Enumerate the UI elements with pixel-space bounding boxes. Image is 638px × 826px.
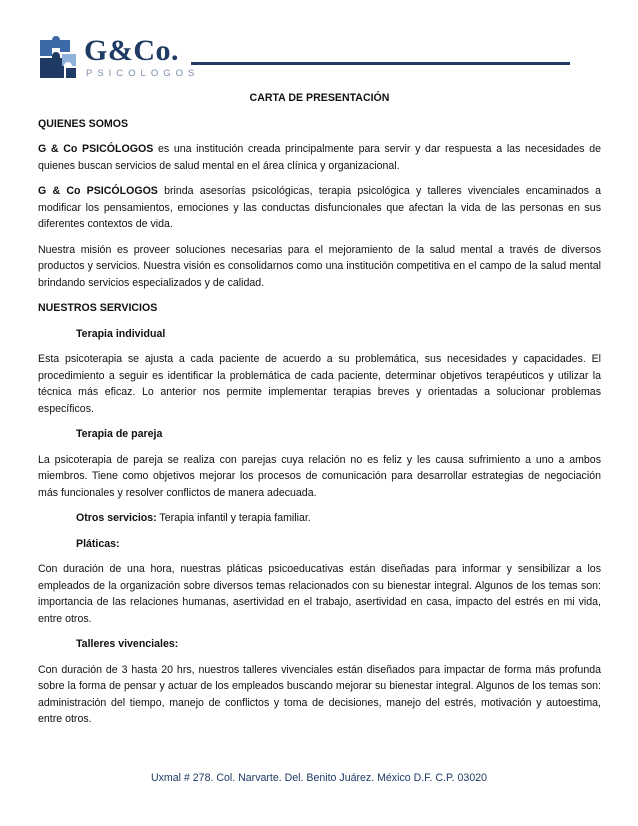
- service-otros: [76, 510, 601, 527]
- company-name-bold: G & Co PSICÓLOGOS: [38, 143, 154, 155]
- paragraph-services-summary: [38, 183, 601, 233]
- service-text-platicas: Con duración de una hora, nuestras pláticas psicoeducativas están diseñadas para informar y sensibilizar a los empleados de la organización sobre diversos temas relacionados con su bienestar integral. Algunos de los temas son: importancia de las relaciones humanas, asertividad en el trabajo, asertividad en casa, impacto del estrés en mi vida, entre otros.: [38, 563, 601, 625]
- service-title-individual: Terapia individual: [76, 327, 166, 340]
- service-title-platicas: Pláticas:: [76, 537, 120, 550]
- paragraph-mission: Nuestra misión es proveer soluciones necesarias para el mejoramiento de la salud mental a través de diversos productos y servicios. Nuestra visión es consolidarnos como una institución competitiva en el campo de la salud mental brindando servicios especializados y de calidad.: [38, 243, 601, 289]
- footer-address: Uxmal # 278. Col. Narvarte. Del. Benito Juárez. México D.F. C.P. 03020: [150, 772, 487, 784]
- header-rule: [191, 62, 570, 65]
- service-text-individual: Esta psicoterapia se ajusta a cada paciente de acuerdo a su problemática, sus necesidades y capacidades. El procedimiento a seguir es identificar la problemática de cada paciente, determinar objetivos terapéuticos y utilizar la técnica más eficaz. Lo anterior nos permite implementar terapias breves y orientadas a solucionar problemas específicos.: [38, 353, 601, 415]
- service-title-otros: Otros servicios:: [76, 512, 157, 524]
- puzzle-logo-icon: [38, 34, 80, 82]
- service-text-talleres: Con duración de 3 hasta 20 hrs, nuestros talleres vivenciales están diseñados para impactar de forma más profunda sobre la forma de pensar y actuar de los empleados buscando mejorar su bienestar integral. Algunos de los temas son: administración del tiempo, manejo de conflictos y toma de decisiones, manejo del estrés, motivación y autoestima, entre otros.: [38, 663, 601, 725]
- section-heading-quienes: QUIENES SOMOS: [38, 117, 129, 130]
- brand-name: G&Co.: [84, 34, 179, 67]
- section-heading-servicios: NUESTROS SERVICIOS: [38, 302, 158, 314]
- paragraph-intro: [38, 141, 601, 174]
- letter-body: [38, 90, 601, 737]
- service-title-pareja: Terapia de pareja: [76, 428, 163, 440]
- service-text-pareja: La psicoterapia de pareja se realiza con parejas cuya relación no es feliz y les causa sufrimiento a uno a ambos miembros. Tiene como objetivos mejorar los procesos de comunicación para desarrollar estrategias de negociación más funcionales y resolver conflictos de manera adecuada.: [38, 453, 601, 499]
- document-title: CARTA DE PRESENTACIÓN: [249, 92, 390, 104]
- paragraph-services-summary-text: brinda asesorías psicológicas, terapia psicológica y talleres vivenciales encaminados a modificar los pensamientos, emociones y las conductas disfuncionales que afectan la vida de las personas en sus diferentes contextos de vida.: [38, 185, 601, 230]
- service-title-talleres: Talleres vivenciales:: [76, 638, 179, 650]
- paragraph-intro-text: es una institución creada principalmente para servir y dar respuesta a las necesidades de quienes buscan servicios de salud mental en el área clínica y organizacional.: [38, 143, 601, 172]
- service-text-otros: Terapia infantil y terapia familiar.: [156, 512, 311, 524]
- brand-subtitle: PSICOLOGOS: [86, 68, 200, 79]
- company-logo: [38, 34, 200, 82]
- company-name-bold: G & Co PSICÓLOGOS: [38, 185, 158, 197]
